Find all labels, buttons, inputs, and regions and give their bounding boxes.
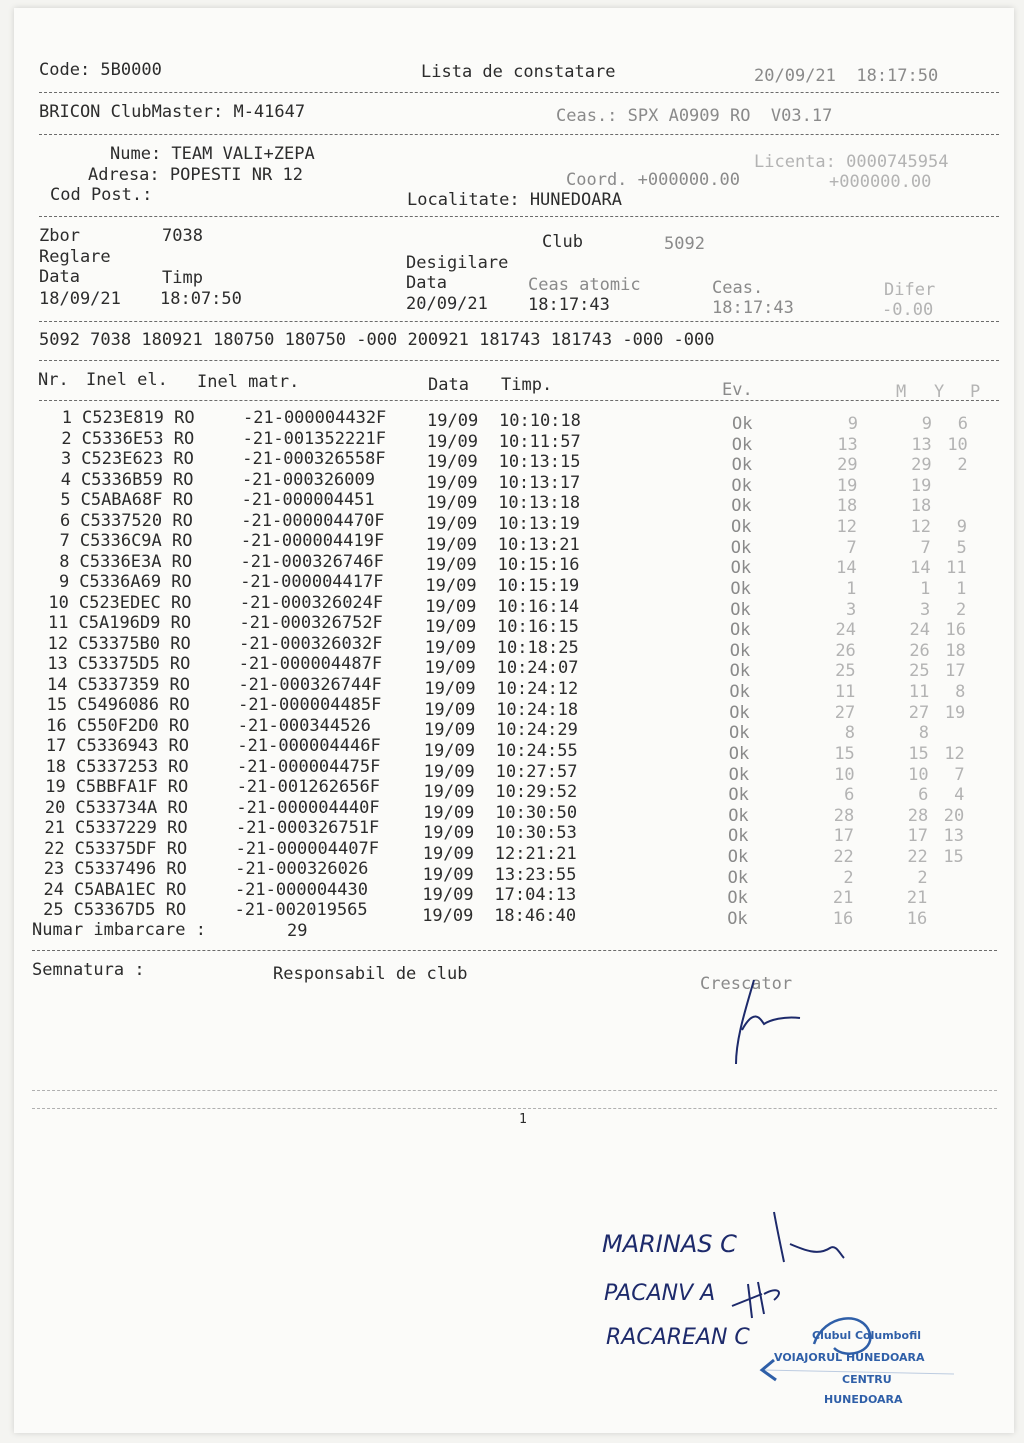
coordinates-2: +000000.00 [829,172,932,192]
cell-nr: 23 [43,859,65,879]
cell-inel: C5337253 RO [76,756,189,777]
cell-p: 2 [957,455,968,476]
cell-m: 29 [837,455,858,476]
cell-ev: Ok [729,723,750,744]
cell-matr: -21-002019565 [234,900,368,920]
cell-m: 22 [833,847,854,868]
owner-name: Nume: TEAM VALI+ZEPA [110,144,315,164]
divider [39,400,999,401]
cell-matr: -21-000326032F [239,633,383,654]
cell-inel: C5337229 RO [75,818,188,838]
cell-matr: -21-000004417F [240,572,384,592]
cell-y: 16 [906,908,928,929]
cell-inel: C53375B0 RO [78,633,191,654]
cell-inel: C523EDEC RO [78,592,192,613]
cell-p: 12 [944,743,965,764]
cell-data: 19/09 [425,596,477,617]
cell-timp: 10:16:14 [497,596,580,617]
cell-y: 10 [908,764,929,785]
cell-inel: C550F2D0 RO [76,715,190,736]
cell-ev: Ok [727,867,749,888]
cell-timp: 10:24:55 [495,740,578,761]
cell-m: 7 [846,537,857,558]
cell-matr: -21-000004419F [240,531,385,551]
cell-matr: -21-000344526 [237,715,371,736]
col-header-y: Y [934,382,945,402]
cell-inel: C5336A69 RO [79,572,192,592]
cell-matr: -21-000004432F [243,408,387,428]
cell-data: 19/09 [424,699,476,720]
cell-y: 25 [909,661,930,682]
cell-nr: 19 [45,777,66,797]
cell-p: 15 [943,847,964,868]
cell-timp: 10:13:15 [498,452,581,473]
cell-m: 16 [832,908,854,929]
postal-code: Cod Post.: [50,185,153,205]
cell-nr: 17 [45,736,67,756]
cell-m: 15 [834,743,855,764]
cell-ev: Ok [729,661,751,682]
cell-inel: C5336B59 RO [80,469,194,490]
summary-code-line: 5092 7038 180921 180750 180750 -000 200921 181743 181743 -000 -000 [39,330,715,350]
cell-data: 19/09 [423,802,475,823]
cell-y: 7 [920,537,931,558]
cell-timp: 10:13:17 [498,472,581,493]
cell-data: 19/09 [422,885,474,906]
cell-matr: -21-000326752F [239,613,383,633]
desigilare-label: Desigilare [406,253,509,273]
cell-ev: Ok [730,578,751,599]
cell-data: 19/09 [426,431,478,452]
cell-nr: 18 [45,756,67,777]
cell-data: 19/09 [423,823,475,844]
stamp-text-4: HUNEDOARA [824,1393,903,1406]
cell-nr: 14 [46,674,68,695]
desigilare-date: 20/09/21 [406,294,488,314]
cell-p: 16 [945,620,966,641]
cell-ev: Ok [729,682,750,703]
cell-nr: 4 [60,469,71,490]
cell-nr: 9 [58,572,70,592]
cell-timp: 10:24:29 [496,720,578,741]
cell-y: 15 [908,743,929,764]
cell-timp: 10:13:18 [498,493,581,514]
cell-y: 19 [910,475,932,496]
cell-nr: 3 [61,449,72,469]
cell-matr: -21-000326558F [242,449,386,469]
cell-data: 19/09 [422,844,474,865]
cell-nr: 2 [61,428,72,449]
col-header-inel-matr: Inel matr. [197,372,300,392]
cell-matr: -21-000326009 [241,469,375,490]
reglare-time: 18:07:50 [160,289,242,309]
cell-inel: C523E623 RO [81,449,194,469]
cell-p: 2 [955,599,967,620]
cell-y: 26 [909,640,930,661]
cell-inel: C53367D5 RO [73,900,187,920]
divider [32,950,997,951]
reglare-date-label: Data [39,267,80,287]
atomic-clock-time: 18:17:43 [528,295,610,315]
divider [39,216,999,217]
cell-m: 9 [847,414,858,434]
cell-data: 19/09 [426,472,478,493]
cell-data: 19/09 [423,782,475,803]
cell-matr: -21-000004446F [237,736,381,756]
cell-y: 11 [908,682,930,703]
cell-timp: 12:21:21 [494,844,577,865]
cell-nr: 7 [59,531,70,551]
cell-matr: -21-000326746F [240,551,384,572]
stamp-text-2: VOIAJORUL HUNEDOARA [774,1351,925,1364]
cell-data: 19/09 [424,637,476,658]
cell-m: 1 [846,578,857,599]
cell-data: 19/09 [426,452,478,473]
cell-p: 1 [956,578,967,599]
difference-value: -0.00 [882,300,934,320]
cell-ev: Ok [727,908,748,929]
cell-inel: C5337496 RO [74,859,187,879]
cell-ev: Ok [730,537,752,558]
divider [39,92,999,93]
cell-y: 1 [920,578,931,599]
locality: Localitate: HUNEDOARA [407,190,622,210]
cell-timp: 10:30:53 [495,823,577,844]
stamp-text-3: CENTRU [842,1373,892,1386]
col-header-ev: Ev. [722,380,753,400]
cell-y: 17 [907,826,928,847]
cell-ev: Ok [730,620,751,641]
cell-ev: Ok [728,785,749,806]
license-number: Licenta: 0000745954 [754,152,949,172]
cell-timp: 10:29:52 [495,782,578,803]
cell-timp: 17:04:13 [494,885,577,906]
cell-inel: C5ABA1EC RO [73,879,187,900]
cell-data: 19/09 [425,575,477,596]
cell-m: 13 [837,434,858,455]
cell-m: 17 [833,826,854,847]
cell-data: 19/09 [426,493,478,514]
cell-nr: 11 [48,613,69,633]
cell-data: 19/09 [422,905,474,926]
cell-data: 19/09 [423,761,475,782]
clubmaster-label: BRICON ClubMaster: M-41647 [39,102,306,122]
cell-y: 3 [919,599,931,620]
cell-data: 19/09 [424,720,476,741]
cell-inel: C5336E53 RO [81,428,195,449]
cell-p: 7 [954,764,965,785]
cell-inel: C5A196D9 RO [78,613,192,633]
cell-ev: Ok [731,517,752,538]
cell-inel: C5336C9A RO [79,531,193,551]
divider [39,360,999,361]
boarding-count-label: Numar imbarcare : [32,920,206,940]
coordinates: Coord. +000000.00 [566,170,740,190]
breeder-label: Crescator [700,974,793,994]
handwritten-name-2: PACANV A [604,1281,716,1306]
cell-inel: C5336E3A RO [79,551,193,572]
cell-p: 19 [944,702,966,723]
cell-ev: Ok [732,414,753,434]
cell-y: 21 [906,888,928,909]
cell-m: 28 [833,805,855,826]
cell-matr: -21-000004485F [238,695,382,715]
cell-timp: 10:27:57 [495,761,578,782]
cell-p: 17 [945,661,966,682]
cell-timp: 10:24:18 [496,699,579,720]
cell-p: 13 [943,826,964,847]
handwritten-signature-1 [754,1204,854,1274]
flight-number: 7038 [162,226,203,246]
cell-ev: Ok [731,496,752,517]
cell-y: 2 [917,867,928,888]
cell-nr: 21 [44,818,65,838]
cell-p: 5 [956,537,967,558]
col-header-inel-el: Inel el. [86,370,168,390]
cell-timp: 13:23:55 [494,864,577,885]
cell-data: 19/09 [425,555,477,576]
cell-inel: C53375D5 RO [77,654,191,674]
cell-inel: C5BBFA1F RO [75,777,189,797]
cell-timp: 10:15:19 [497,575,580,596]
cell-nr: 20 [44,797,66,818]
handwritten-name-1: MARINAS C [602,1230,737,1258]
owner-address: Adresa: POPESTI NR 12 [88,165,303,185]
cell-data: 19/09 [424,658,476,679]
cell-ev: Ok [729,702,750,723]
cell-inel: C5ABA68F RO [80,490,194,510]
cell-data: 19/09 [425,534,477,555]
cell-m: 14 [836,558,857,579]
cell-ev: Ok [727,847,749,868]
cell-p: 20 [943,805,965,826]
cell-timp: 10:30:50 [495,802,578,823]
cell-p: 6 [957,414,968,434]
cell-timp: 18:46:40 [494,905,577,926]
atomic-clock-label: Ceas atomic [528,275,641,295]
cell-inel: C5337520 RO [80,510,193,531]
cell-data: 19/09 [423,740,475,761]
cell-nr: 8 [59,551,70,572]
cell-nr: 15 [46,695,68,715]
club-label: Club [542,232,583,252]
club-stamp [754,1304,984,1424]
cell-m: 25 [835,661,856,682]
cell-nr: 10 [48,592,69,613]
cell-y: 29 [911,455,932,476]
cell-matr: -21-000004475F [237,756,381,777]
difference-label: Difer [884,280,936,300]
cell-m: 10 [834,764,855,785]
cell-p: 8 [955,682,966,703]
signature-label: Semnatura : [32,960,145,980]
cell-timp: 10:11:57 [498,431,581,452]
col-header-timp: Timp. [501,375,553,395]
cell-nr: 1 [61,408,72,428]
handwritten-name-3: RACAREAN C [606,1325,750,1350]
col-header-p: P [970,382,981,402]
cell-nr: 25 [43,900,64,920]
cell-m: 8 [844,723,855,744]
cell-m: 12 [836,517,857,538]
divider [39,321,999,322]
cell-y: 18 [910,496,932,517]
cell-p: 9 [956,517,967,538]
cell-nr: 24 [43,879,64,900]
cell-nr: 6 [60,510,71,531]
cell-data: 19/09 [427,411,479,431]
cell-y: 22 [907,847,928,868]
divider [32,1108,997,1109]
cell-timp: 10:15:16 [497,555,580,576]
cell-nr: 13 [47,654,68,674]
cell-nr: 16 [46,715,67,736]
cell-timp: 10:10:18 [499,411,581,431]
cell-matr: -21-000326024F [239,592,384,613]
cell-m: 18 [836,496,858,517]
code-label: Code: 5B0000 [39,60,162,80]
cell-ev: Ok [730,558,752,579]
page-mark: 1 [519,1112,527,1127]
cell-y: 13 [911,434,932,455]
cell-matr: -21-000326744F [238,674,382,695]
cell-p: 10 [947,434,968,455]
col-header-data: Data [428,375,469,395]
cell-ev: Ok [731,434,753,455]
cell-y: 8 [918,723,929,744]
cell-ev: Ok [728,805,749,826]
cell-y: 14 [910,558,931,579]
stamp-text-1: Clubul Columbofil [812,1329,922,1342]
clock-info: Ceas.: SPX A0909 RO V03.17 [556,106,833,126]
cell-ev: Ok [730,599,751,620]
cell-inel: C53375DF RO [74,838,188,859]
cell-timp: 10:13:21 [497,534,580,555]
col-header-m: M [896,382,907,402]
cell-matr: -21-000004451 [241,490,375,510]
cell-p: 18 [945,640,966,661]
cell-m: 27 [834,702,856,723]
breeder-signature [714,968,834,1078]
cell-m: 3 [845,599,857,620]
reglare-label: Reglare [39,247,111,267]
desigilare-date-label: Data [406,273,447,293]
cell-nr: 12 [47,633,69,654]
cell-y: 27 [908,702,930,723]
document-page [14,8,1014,1433]
cell-inel: C5336943 RO [76,736,189,756]
cell-matr: -21-000326026 [235,859,369,879]
cell-timp: 10:13:19 [498,514,580,535]
clock-label: Ceas. [712,278,764,298]
cell-ev: Ok [731,455,753,476]
cell-m: 2 [843,867,854,888]
cell-p: 11 [946,558,967,579]
cell-m: 6 [844,785,855,806]
boarding-count: 29 [287,921,308,941]
cell-matr: -21-001352221F [242,428,386,449]
cell-y: 24 [909,620,930,641]
cell-y: 12 [910,517,931,538]
cell-nr: 5 [60,490,71,510]
cell-m: 19 [836,475,858,496]
cell-matr: -21-001262656F [236,777,380,797]
cell-matr: -21-000004440F [236,797,380,818]
cell-ev: Ok [731,475,752,496]
club-responsible-label: Responsabil de club [273,964,468,984]
cell-inel: C533734A RO [75,797,188,818]
document-title: Lista de constatare [421,62,616,82]
cell-inel: C5496086 RO [77,695,190,715]
flight-label: Zbor [39,226,80,246]
cell-p: 4 [954,785,965,806]
cell-data: 19/09 [424,679,476,700]
cell-timp: 10:16:15 [497,617,579,638]
cell-ev: Ok [728,743,750,764]
cell-matr: -21-000004430 [234,879,368,900]
cell-m: 11 [834,682,856,703]
club-number: 5092 [664,234,705,254]
cell-matr: -21-000326751F [236,818,380,838]
cell-inel: C523E819 RO [82,408,195,428]
divider [39,134,999,135]
cell-timp: 10:18:25 [496,637,579,658]
cell-m: 24 [835,620,856,641]
cell-matr: -21-000004470F [241,510,385,531]
cell-timp: 10:24:12 [496,679,579,700]
cell-ev: Ok [729,640,751,661]
reglare-date: 18/09/21 [39,289,121,309]
cell-data: 19/09 [425,617,477,638]
cell-nr: 22 [44,838,65,859]
reglare-time-label: Timp [162,268,203,288]
cell-ev: Ok [727,888,748,909]
cell-m: 26 [835,640,856,661]
cell-data: 19/09 [426,514,478,535]
cell-inel: C5337359 RO [77,674,191,695]
report-datetime: 20/09/21 18:17:50 [754,66,939,86]
divider [32,1090,997,1091]
cell-y: 6 [918,785,929,806]
cell-data: 19/09 [422,864,474,885]
clock-time: 18:17:43 [712,298,794,318]
cell-m: 21 [832,888,854,909]
cell-y: 28 [907,805,929,826]
cell-ev: Ok [728,764,750,785]
col-header-nr: Nr. [38,370,69,390]
cell-y: 9 [921,414,932,434]
cell-timp: 10:24:07 [496,658,579,679]
cell-matr: -21-000004487F [238,654,383,674]
cell-matr: -21-000004407F [235,838,379,859]
cell-ev: Ok [728,826,749,847]
